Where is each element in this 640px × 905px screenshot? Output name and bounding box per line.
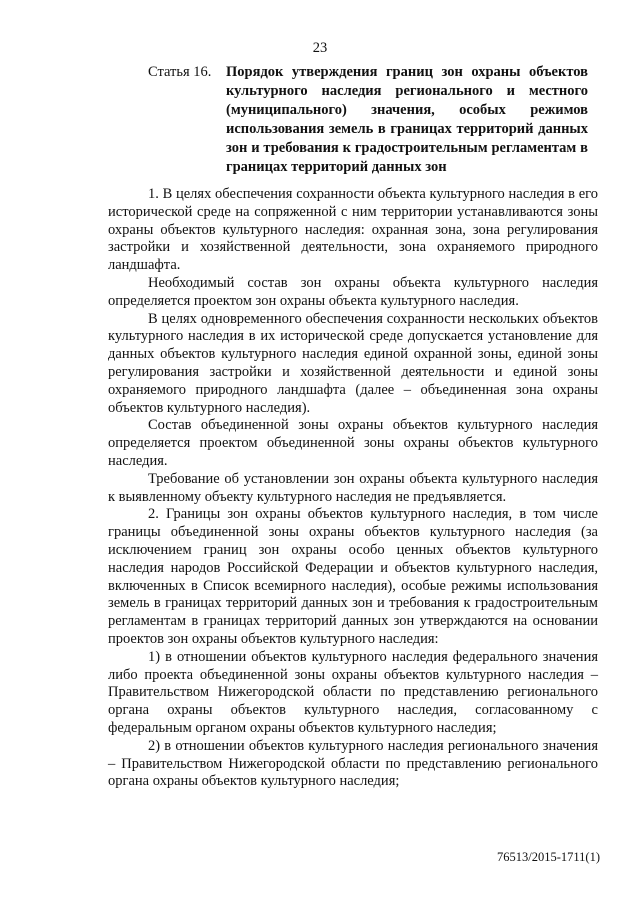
document-code: 76513/2015-1711(1) (497, 850, 600, 864)
paragraph: В целях одновременного обеспечения сохранности нескольких объектов культурного наследия в их исторической среде допускается установление для данных объектов культурного наследия единой охранной зоны, единой зоны регулирования застройки и хозяйственной деятельности и единой зоны охраняемого природного ландшафта (далее – объединенная зона охраны объектов культурного наследия). (108, 310, 598, 416)
paragraph: 1) в отношении объектов культурного наследия федерального значения либо проекта объединенной зоны охраны объектов культурного наследия – Правительством Нижегородской области по представлению регионального органа охраны объектов культурного наследия, согласованному с федеральным органом охраны объектов культурного наследия; (108, 648, 598, 736)
article-label: Статья 16. (148, 64, 212, 80)
paragraph: 2) в отношении объектов культурного наследия регионального значения – Правительством Нижегородской области по представлению регионального органа охраны объектов культурного наследия; (108, 737, 598, 790)
paragraph: Необходимый состав зон охраны объекта культурного наследия определяется проектом зон охраны объекта культурного наследия. (108, 274, 598, 309)
page-number: 23 (312, 40, 328, 56)
article-title: Порядок утверждения границ зон охраны объектов культурного наследия регионального и местного (муниципального) значения, особых режимов использования земель в границах территорий данных зон и требования к градостроительным регламентам в границах территорий данных зон (226, 64, 588, 175)
paragraph: 2. Границы зон охраны объектов культурного наследия, в том числе границы объединенной зоны охраны объектов культурного наследия (за исключением границ зон охраны особо ценных объектов культурного наследия народов Российской Федерации и объектов культурного наследия, включенных в Список всемирного наследия), особые режимы использования земель в границах территорий данных зон и требования к градостроительным регламентам в границах территорий данных зон утверждаются на основании проектов зон охраны объектов культурного наследия: (108, 506, 598, 647)
article-body (108, 186, 598, 791)
paragraph: Требование об установлении зон охраны объекта культурного наследия к выявленному объекту культурного наследия не предъявляется. (108, 470, 598, 505)
paragraph: 1. В целях обеспечения сохранности объекта культурного наследия в его исторической среде на сопряженной с ним территории устанавливаются зоны охраны объектов культурного наследия: охранная зона, зона регулирования застройки и хозяйственной деятельности, зона охраняемого природного ландшафта. (108, 186, 598, 274)
article-heading (148, 63, 588, 177)
paragraph: Состав объединенной зоны охраны объектов культурного наследия определяется проектом объединенной зоны охраны объектов культурного наследия. (108, 417, 598, 469)
